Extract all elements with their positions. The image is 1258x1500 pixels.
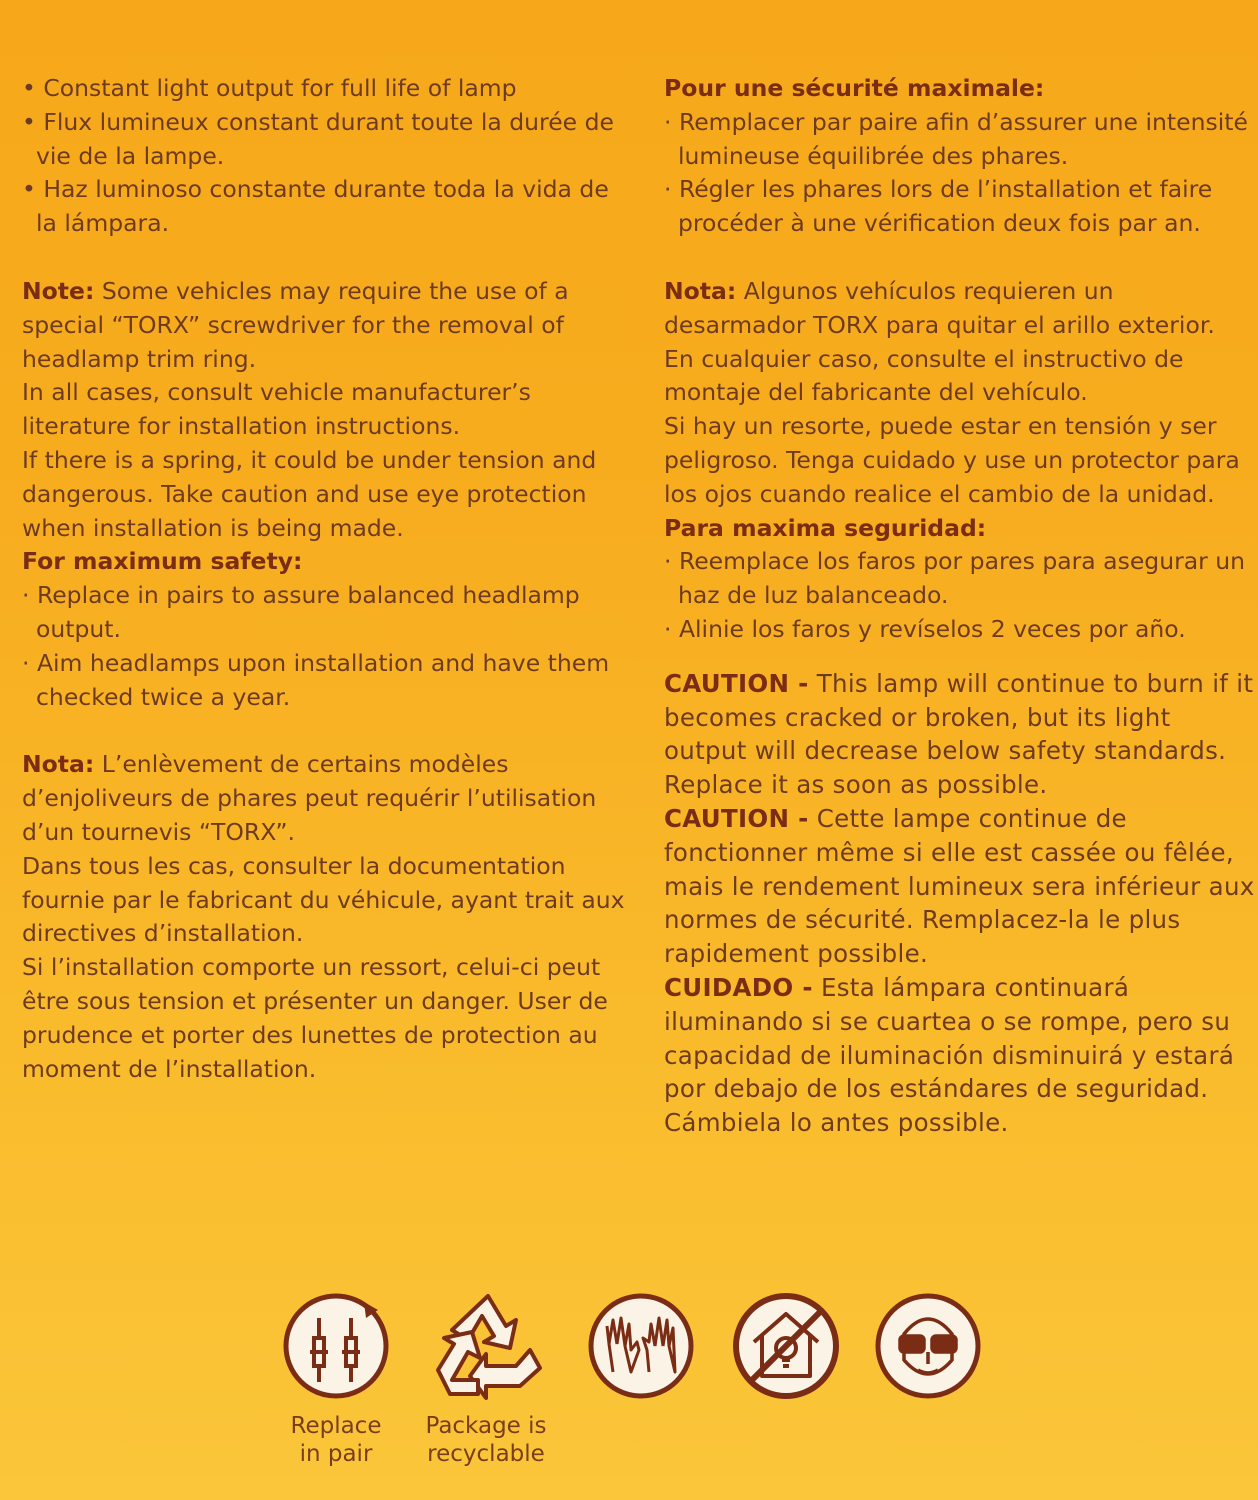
- caution-fr: CAUTION - Cette lampe continue de fonctionner même si elle est cassée ou fêlée, mais le rendement lumineux sera inférieur aux normes de sécurité. Remplacez-la le plus rapidement possible.: [664, 803, 1255, 969]
- safety-en-item: · Replace in pairs to assure balanced headlamp output.: [22, 581, 580, 643]
- eye-protection-icon: [872, 1290, 984, 1402]
- gloves-icon: [585, 1290, 697, 1402]
- bullet-en-light-output: • Constant light output for full life of lamp: [22, 74, 517, 102]
- left-column: [22, 72, 632, 1086]
- note-en-spring: If there is a spring, it could be under tension and dangerous. Take caution and use eye protection when installation is being made.: [22, 445, 597, 542]
- right-column: [664, 72, 1258, 1140]
- note-en-consult: In all cases, consult vehicle manufacturer’s literature for installation instructions.: [22, 378, 531, 441]
- recyclable-label: Package is recyclable: [425, 1413, 547, 1467]
- recycle-icon: [430, 1290, 546, 1402]
- caution-en: CAUTION - This lamp will continue to burn if it becomes cracked or broken, but its light output will decrease below safety standards. Replace it as soon as possible.: [664, 668, 1254, 800]
- icon-row: [0, 1282, 1258, 1482]
- safety-fr-item: · Remplacer par paire afin d’assurer une intensité lumineuse équilibrée des phares.: [664, 107, 1248, 170]
- safety-fr-item: · Régler les phares lors de l’installation et faire procéder à une vérification deux fois par an.: [664, 175, 1213, 238]
- cuidado-es: CUIDADO - Esta lámpara continuará iluminando si se cuartea o se rompe, pero su capacidad de iluminación disminuirá y estará por debajo de los estándares de seguridad. Cámbiela lo antes possible.: [664, 972, 1235, 1138]
- note-fr-spring: Si l’installation comporte un ressort, celui-ci peut être sous tension et présenter un danger. User de prudence et porter des lunettes de protection au moment de l’installation.: [22, 953, 608, 1083]
- safety-en-item: · Aim headlamps upon installation and have them checked twice a year.: [22, 648, 610, 711]
- note-fr: Nota: L’enlèvement de certains modèles d’enjoliveurs de phares peut requérir l’utilisation d’un tournevis “TORX”.: [22, 750, 597, 846]
- replace-in-pair-label: Replace in pair: [290, 1413, 382, 1467]
- safety-en-heading: For maximum safety:: [22, 547, 303, 576]
- safety-es-heading: Para maxima seguridad:: [664, 513, 987, 542]
- replace-in-pair-icon: [280, 1290, 392, 1402]
- safety-es-item: · Reemplace los faros por pares para asegurar un haz de luz balanceado.: [664, 547, 1246, 610]
- safety-fr-heading: Pour une sécurité maximale:: [664, 74, 1045, 102]
- note-es: Nota: Algunos vehículos requieren un desarmador TORX para quitar el arillo exterior.: [664, 276, 1215, 339]
- safety-es-item: · Alinie los faros y revíselos 2 veces por año.: [664, 614, 1186, 643]
- note-en: Note: Some vehicles may require the use of a special “TORX” screwdriver for the removal of headlamp trim ring.: [22, 276, 569, 373]
- bullet-fr-light-output: • Flux lumineux constant durant toute la durée de vie de la lampe.: [22, 107, 614, 170]
- no-indoor-use-icon: [730, 1290, 842, 1402]
- note-fr-consult: Dans tous les cas, consulter la documentation fournie par le fabricant du véhicule, ayant trait aux directives d’installation.: [22, 851, 625, 948]
- note-es-consult: En cualquier caso, consulte el instructivo de montaje del fabricante del vehículo.: [664, 344, 1184, 407]
- bullet-es-light-output: • Haz luminoso constante durante toda la vida de la lámpara.: [22, 175, 609, 238]
- note-es-spring: Si hay un resorte, puede estar en tensión y ser peligroso. Tenga cuidado y use un protector para los ojos cuando realice el cambio de la unidad.: [664, 412, 1240, 508]
